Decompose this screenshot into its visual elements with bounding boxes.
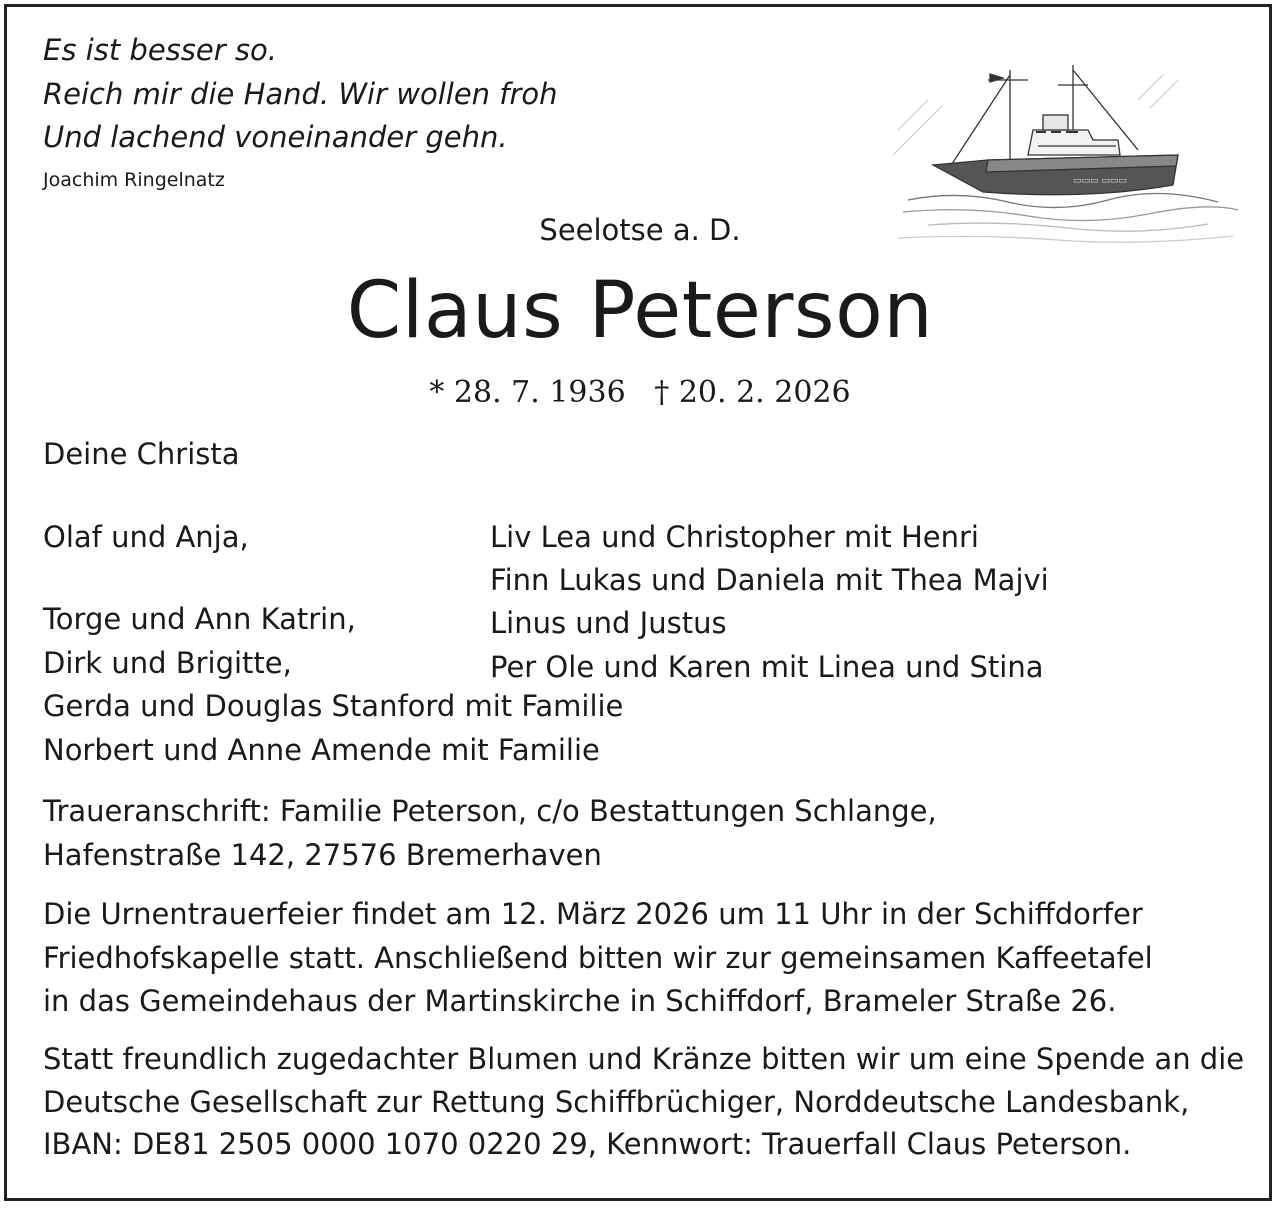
birth-date: * 28. 7. 1936 xyxy=(429,375,626,410)
child-3: Dirk und Brigitte, xyxy=(43,646,292,680)
deceased-title: Seelotse a. D. xyxy=(539,213,741,247)
relative-1: Gerda und Douglas Stanford mit Familie xyxy=(43,689,624,723)
child-2: Torge und Ann Katrin, xyxy=(43,602,356,636)
ceremony-line-1: Die Urnentrauerfeier findet am 12. März 2026 um 11 Uhr in der Schiffdorfer xyxy=(43,897,1143,931)
poem-line-1: Es ist besser so. xyxy=(43,33,277,67)
grandchild-3: Linus und Justus xyxy=(490,606,727,640)
life-dates xyxy=(0,375,1280,410)
deceased-name: Claus Peterson xyxy=(346,266,934,356)
donation-line-3: IBAN: DE81 2505 0000 1070 0220 29, Kennwort: Trauerfall Claus Peterson. xyxy=(43,1127,1132,1161)
poem-line-3: Und lachend voneinander gehn. xyxy=(43,120,508,154)
donation-line-1: Statt freundlich zugedachter Blumen und Kränze bitten wir um eine Spende an die xyxy=(43,1042,1245,1076)
poem-line-2: Reich mir die Hand. Wir wollen froh xyxy=(43,77,558,111)
relative-2: Norbert und Anne Amende mit Familie xyxy=(43,733,600,767)
grandchild-1: Liv Lea und Christopher mit Henri xyxy=(490,520,979,554)
grandchild-2: Finn Lukas und Daniela mit Thea Majvi xyxy=(490,563,1049,597)
ceremony-line-3: in das Gemeindehaus der Martinskirche in Schiffdorf, Brameler Straße 26. xyxy=(43,984,1117,1018)
svg-text:▭▭▭ ▭▭▭: ▭▭▭ ▭▭▭ xyxy=(1073,176,1127,186)
address-line-1: Traueranschrift: Familie Peterson, c/o Bestattungen Schlange, xyxy=(43,794,937,828)
donation-line-2: Deutsche Gesellschaft zur Rettung Schiffbrüchiger, Norddeutsche Landesbank, xyxy=(43,1085,1190,1119)
grandchild-4: Per Ole und Karen mit Linea und Stina xyxy=(490,650,1044,684)
spouse-signature: Deine Christa xyxy=(43,437,240,471)
address-line-2: Hafenstraße 142, 27576 Bremerhaven xyxy=(43,838,602,872)
death-date: † 20. 2. 2026 xyxy=(654,375,851,410)
ceremony-line-2: Friedhofskapelle statt. Anschließend bitten wir zur gemeinsamen Kaffeetafel xyxy=(43,941,1153,975)
poem-author: Joachim Ringelnatz xyxy=(43,169,225,191)
child-1: Olaf und Anja, xyxy=(43,520,249,554)
